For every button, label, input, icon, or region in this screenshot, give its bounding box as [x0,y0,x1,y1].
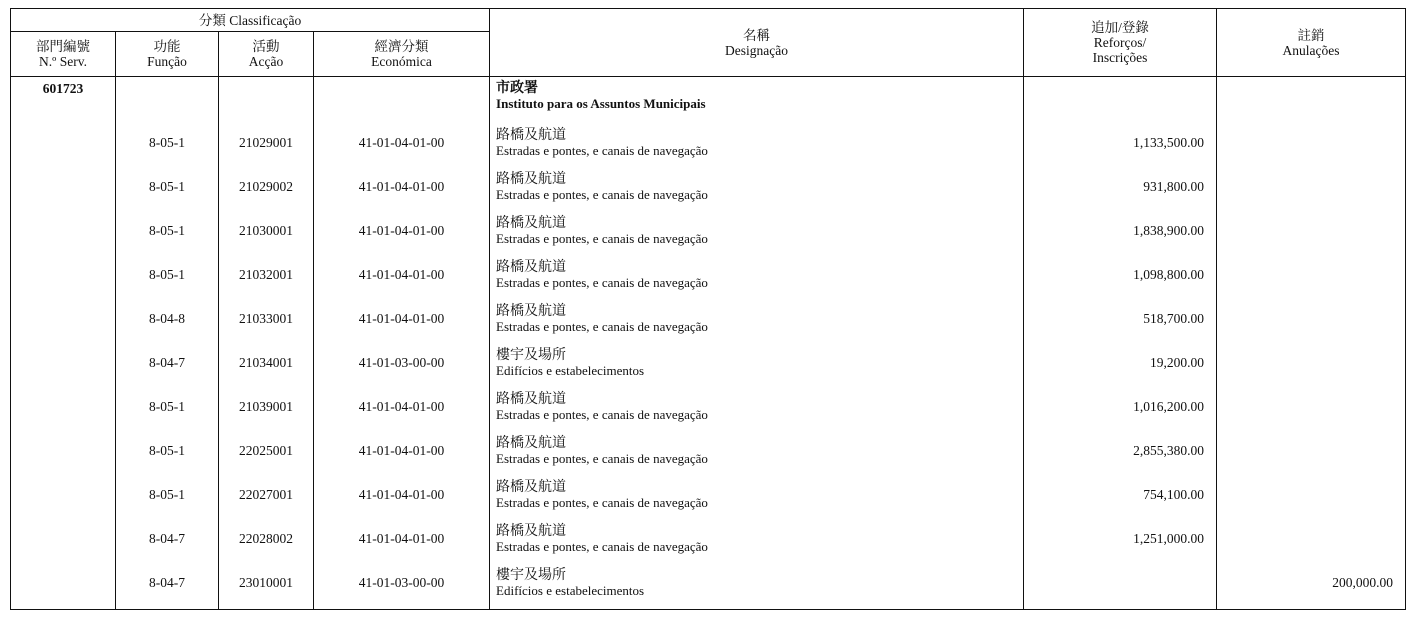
department-cell [11,473,116,517]
annulment-cell [1217,209,1406,253]
economic-cell: 41-01-04-01-00 [314,121,490,165]
annulments-header-zh: 註銷 [1297,27,1325,43]
reinforcement-cell: 1,016,200.00 [1024,385,1217,429]
department-header-zh: 部門編號 [36,39,90,54]
function-cell: 8-04-8 [116,297,219,341]
function-cell: 8-05-1 [116,121,219,165]
designation-zh: 路橋及航道 [496,436,567,451]
designation-cell [490,561,1024,610]
department-cell [11,297,116,341]
function-cell: 8-04-7 [116,517,219,561]
service-designation [490,77,1024,122]
annulment-cell [1217,429,1406,473]
designation-pt: Estradas e pontes, e canais de navegação [496,187,708,202]
action-cell: 21039001 [219,385,314,429]
annulments-header [1217,9,1406,77]
designation-pt: Edifícios e estabelecimentos [496,363,645,378]
economic-cell: 41-01-04-01-00 [314,385,490,429]
economic-cell: 41-01-04-01-00 [314,253,490,297]
annulment-cell [1217,341,1406,385]
designation-zh: 路橋及航道 [496,480,567,495]
empty-cell [314,77,490,122]
designation-pt: Estradas e pontes, e canais de navegação [496,451,708,466]
action-header-pt: Acção [248,54,284,69]
reinforcements-header [1024,9,1217,77]
designation-pt: Estradas e pontes, e canais de navegação [496,143,708,158]
department-header [11,32,116,77]
function-header-zh: 功能 [153,39,181,54]
action-cell: 21029002 [219,165,314,209]
table-row [11,209,1406,253]
designation-header [490,9,1024,77]
designation-zh: 路橋及航道 [496,392,567,407]
action-cell: 23010001 [219,561,314,610]
economic-cell: 41-01-04-01-00 [314,473,490,517]
reinforcement-cell: 1,838,900.00 [1024,209,1217,253]
function-cell: 8-04-7 [116,341,219,385]
action-header [219,32,314,77]
table-row [11,297,1406,341]
economic-cell: 41-01-04-01-00 [314,429,490,473]
designation-cell [490,253,1024,297]
economic-cell: 41-01-04-01-00 [314,209,490,253]
reinforcement-cell: 1,098,800.00 [1024,253,1217,297]
designation-zh: 路橋及航道 [496,304,567,319]
function-cell: 8-05-1 [116,429,219,473]
classification-header: 分類 Classificação [11,9,490,32]
table-row [11,429,1406,473]
service-code: 601723 [42,81,84,96]
table-row [11,517,1406,561]
empty-cell [1024,77,1217,122]
action-cell: 22025001 [219,429,314,473]
designation-cell [490,341,1024,385]
action-cell: 22027001 [219,473,314,517]
designation-pt: Estradas e pontes, e canais de navegação [496,231,708,246]
reinforcement-cell [1024,561,1217,610]
designation-zh: 路橋及航道 [496,524,567,539]
empty-cell [1217,77,1406,122]
designation-pt: Estradas e pontes, e canais de navegação [496,275,708,290]
table-row [11,385,1406,429]
empty-cell [219,77,314,122]
annulments-header-pt: Anulações [1282,42,1340,58]
economic-header [314,32,490,77]
department-cell [11,385,116,429]
department-cell [11,253,116,297]
reinforcement-cell: 1,133,500.00 [1024,121,1217,165]
action-cell: 21034001 [219,341,314,385]
designation-pt: Estradas e pontes, e canais de navegação [496,407,708,422]
annulment-cell [1217,121,1406,165]
designation-cell [490,121,1024,165]
department-cell [11,561,116,610]
designation-cell [490,209,1024,253]
annulment-cell [1217,297,1406,341]
action-header-zh: 活動 [252,39,280,54]
table-row [11,341,1406,385]
department-cell [11,165,116,209]
designation-pt: Estradas e pontes, e canais de navegação [496,539,708,554]
reinforcement-cell: 931,800.00 [1024,165,1217,209]
table-row [11,253,1406,297]
reinforcement-cell: 518,700.00 [1024,297,1217,341]
reinforcements-header-zh: 追加/登錄 [1091,20,1149,35]
function-header [116,32,219,77]
economic-cell: 41-01-04-01-00 [314,517,490,561]
service-name-pt: Instituto para os Assuntos Municipais [496,96,706,111]
economic-header-pt: Económica [371,54,432,69]
table-row [11,121,1406,165]
action-cell: 21029001 [219,121,314,165]
designation-header-zh: 名稱 [743,27,771,43]
reinforcement-cell: 754,100.00 [1024,473,1217,517]
function-cell: 8-05-1 [116,209,219,253]
table-row [11,561,1406,610]
service-row [11,77,1406,122]
table-row [11,165,1406,209]
designation-zh: 樓宇及場所 [496,348,567,363]
reinforcement-cell: 2,855,380.00 [1024,429,1217,473]
action-cell: 21032001 [219,253,314,297]
designation-zh: 路橋及航道 [496,172,567,187]
designation-cell [490,429,1024,473]
function-cell: 8-05-1 [116,473,219,517]
reinforcement-cell: 1,251,000.00 [1024,517,1217,561]
empty-cell [116,77,219,122]
designation-zh: 路橋及航道 [496,216,567,231]
annulment-cell [1217,165,1406,209]
action-cell: 22028002 [219,517,314,561]
table-row [11,473,1406,517]
action-cell: 21030001 [219,209,314,253]
reinforcements-header-pt2: Inscrições [1092,50,1148,65]
designation-zh: 路橋及航道 [496,260,567,275]
designation-cell [490,385,1024,429]
economic-cell: 41-01-03-00-00 [314,341,490,385]
economic-cell: 41-01-04-01-00 [314,297,490,341]
designation-pt: Estradas e pontes, e canais de navegação [496,495,708,510]
department-header-pt: N.º Serv. [39,54,87,69]
economic-cell: 41-01-03-00-00 [314,561,490,610]
reinforcement-cell: 19,200.00 [1024,341,1217,385]
annulment-cell: 200,000.00 [1217,561,1406,610]
designation-zh: 樓宇及場所 [496,568,567,583]
annulment-cell [1217,253,1406,297]
designation-cell [490,473,1024,517]
department-cell [11,429,116,473]
designation-cell [490,297,1024,341]
reinforcements-header-pt1: Reforços/ [1093,35,1147,50]
designation-pt: Edifícios e estabelecimentos [496,583,645,598]
department-cell [11,209,116,253]
department-cell [11,517,116,561]
designation-zh: 路橋及航道 [496,128,567,143]
budget-table [10,8,1406,610]
designation-cell [490,165,1024,209]
department-cell [11,341,116,385]
function-cell: 8-04-7 [116,561,219,610]
function-cell: 8-05-1 [116,165,219,209]
annulment-cell [1217,385,1406,429]
department-cell [11,121,116,165]
function-header-pt: Função [147,54,187,69]
function-cell: 8-05-1 [116,385,219,429]
designation-header-pt: Designação [725,42,789,58]
service-name-zh: 市政署 [496,81,539,96]
designation-pt: Estradas e pontes, e canais de navegação [496,319,708,334]
annulment-cell [1217,473,1406,517]
action-cell: 21033001 [219,297,314,341]
function-cell: 8-05-1 [116,253,219,297]
designation-cell [490,517,1024,561]
economic-header-zh: 經濟分類 [374,39,429,54]
annulment-cell [1217,517,1406,561]
economic-cell: 41-01-04-01-00 [314,165,490,209]
